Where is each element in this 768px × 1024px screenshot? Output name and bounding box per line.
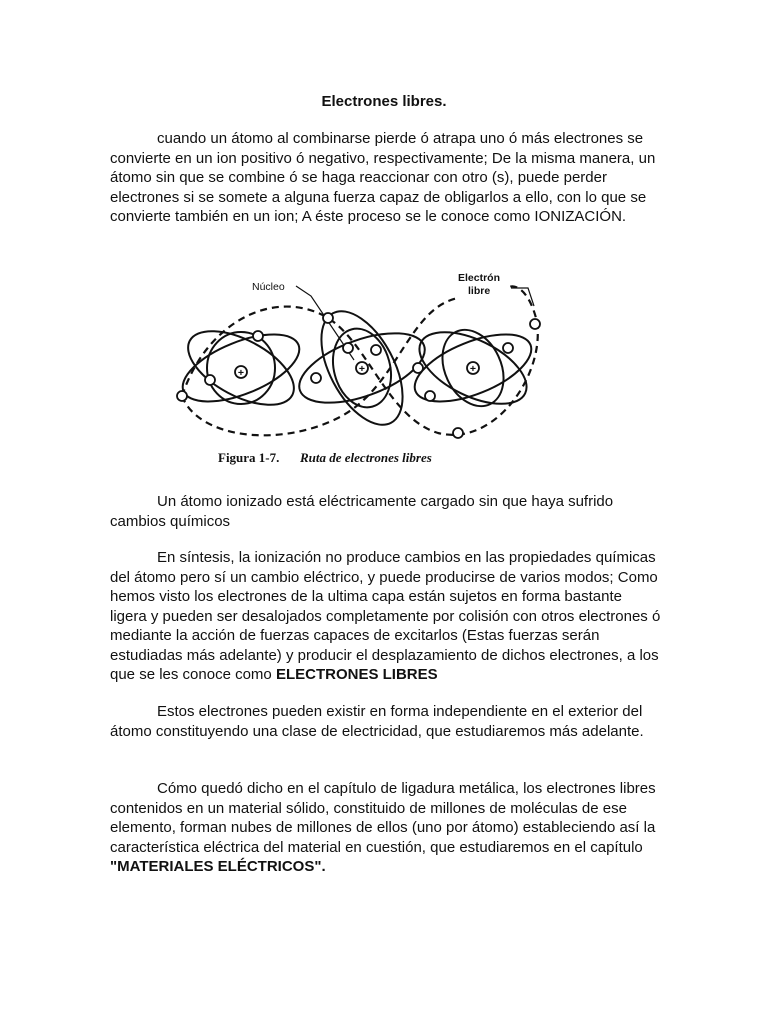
bold-term-electrones-libres: ELECTRONES LIBRES [275,666,438,683]
page-title: Electrones libres. [321,93,447,110]
label-libre: libre [468,285,491,297]
paragraph-synthesis [110,548,662,685]
nucleus-plus: + [237,367,245,379]
paragraph-metallic-bond [110,779,662,877]
nucleus-plus: + [469,363,477,375]
paragraph-ionization [110,129,662,227]
atom-diagram [168,268,554,468]
paragraph-text: cuando un átomo al combinarse pierde ó atrapa uno ó más electrones se convierte en un ion positivo ó negativo, respectivamente; De la misma manera, un átomo sin que se combine ó se haga reaccionar con otro (s), puede perder electrones si se somete a alguna fuerza capaz de obligarlos a ello, con lo que se convierte también en un ion; A éste proceso se le conoce como IONIZACIÓN. [110,130,656,225]
figure-caption-text: Ruta de electrones libres [300,450,432,465]
label-electron: Electrón [458,272,501,284]
paragraph-text: Estos electrones pueden existir en forma independiente en el exterior del átomo constituyendo una clase de electricidad, que estudiaremos más adelante. [110,703,644,740]
label-nucleo: Núcleo [252,281,285,293]
free-electrons-figure [168,268,554,468]
nucleus-plus: + [358,363,366,375]
paragraph-text: Cómo quedó dicho en el capítulo de ligadura metálica, los electrones libres contenidos en un material sólido, constituido de millones de moléculas de ese elemento, forman nubes de millones de ellos (uno por átomo) estableciendo así la característica eléctrica del material en cuestión, que estudiaremos en el capítulo [110,780,656,856]
figure-caption-number: Figura 1-7. [218,450,280,465]
bold-term-materiales-electricos: "MATERIALES ELÉCTRICOS". [110,858,326,875]
paragraph-independent-electrons [110,702,662,741]
paragraph-text: Un átomo ionizado está eléctricamente cargado sin que haya sufrido cambios químicos [110,493,614,530]
paragraph-ionized-atom [110,492,662,531]
paragraph-text: En síntesis, la ionización no produce cambios en las propiedades químicas del átomo pero sí un cambio eléctrico, y puede producirse de varios modos; Como hemos visto los electrones de la ultima capa están sujetos en forma bastante ligera y pueden ser desalojados completamente por colisión con otros electrones ó mediante la acción de fuerzas capaces de excitarlos (Estas fuerzas serán estudiadas más adelante) y producir el desplazamiento de dichos electrones, a los que se les conoce como [110,549,661,683]
